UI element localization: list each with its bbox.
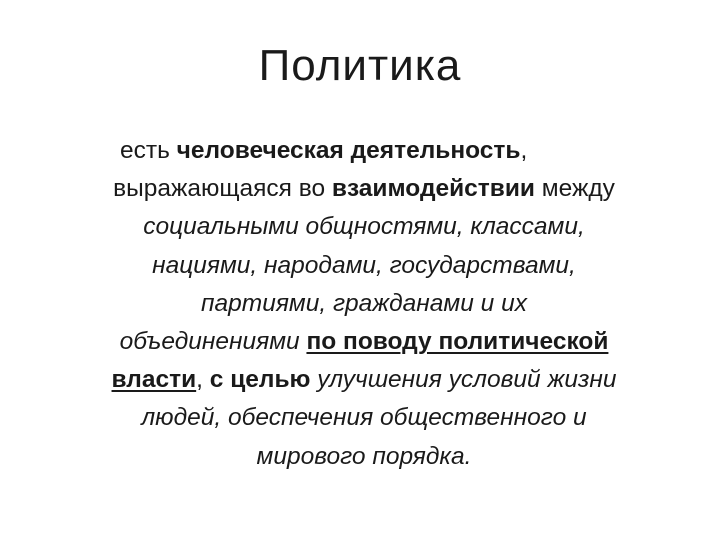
definition-line-6 <box>64 323 664 361</box>
text-expressed: выражающаяся во <box>113 175 332 203</box>
text-between: между <box>535 175 615 203</box>
text-prefix: есть <box>120 137 177 164</box>
definition-line-1 <box>64 132 664 170</box>
definition-line-2 <box>64 170 664 208</box>
bold-term-human-activity: человеческая деятельность <box>176 137 521 164</box>
text-improvement: улучшения условий жизни <box>310 366 617 394</box>
definition-line-3: социальными общностями, классами, <box>143 213 585 241</box>
definition-line-8: людей, обеспечения общественного и <box>141 404 587 432</box>
underlined-term-political: по поводу политической <box>306 328 609 356</box>
definition-line-4: нациями, народами, государствами, <box>152 251 576 279</box>
text-associations: объединениями <box>119 328 307 356</box>
definition-line-7 <box>64 361 664 399</box>
definition-line-5: партиями, гражданами и их <box>201 289 527 317</box>
slide-title: Политика <box>258 41 462 90</box>
bold-term-purpose: с целью <box>209 366 311 394</box>
text-comma: , <box>520 137 528 164</box>
definition-paragraph <box>64 132 664 476</box>
text-comma-2: , <box>196 366 210 394</box>
definition-line-9: мирового порядка. <box>256 442 472 470</box>
bold-term-interaction: взаимодействии <box>331 175 535 203</box>
underlined-term-power: власти <box>111 366 197 394</box>
